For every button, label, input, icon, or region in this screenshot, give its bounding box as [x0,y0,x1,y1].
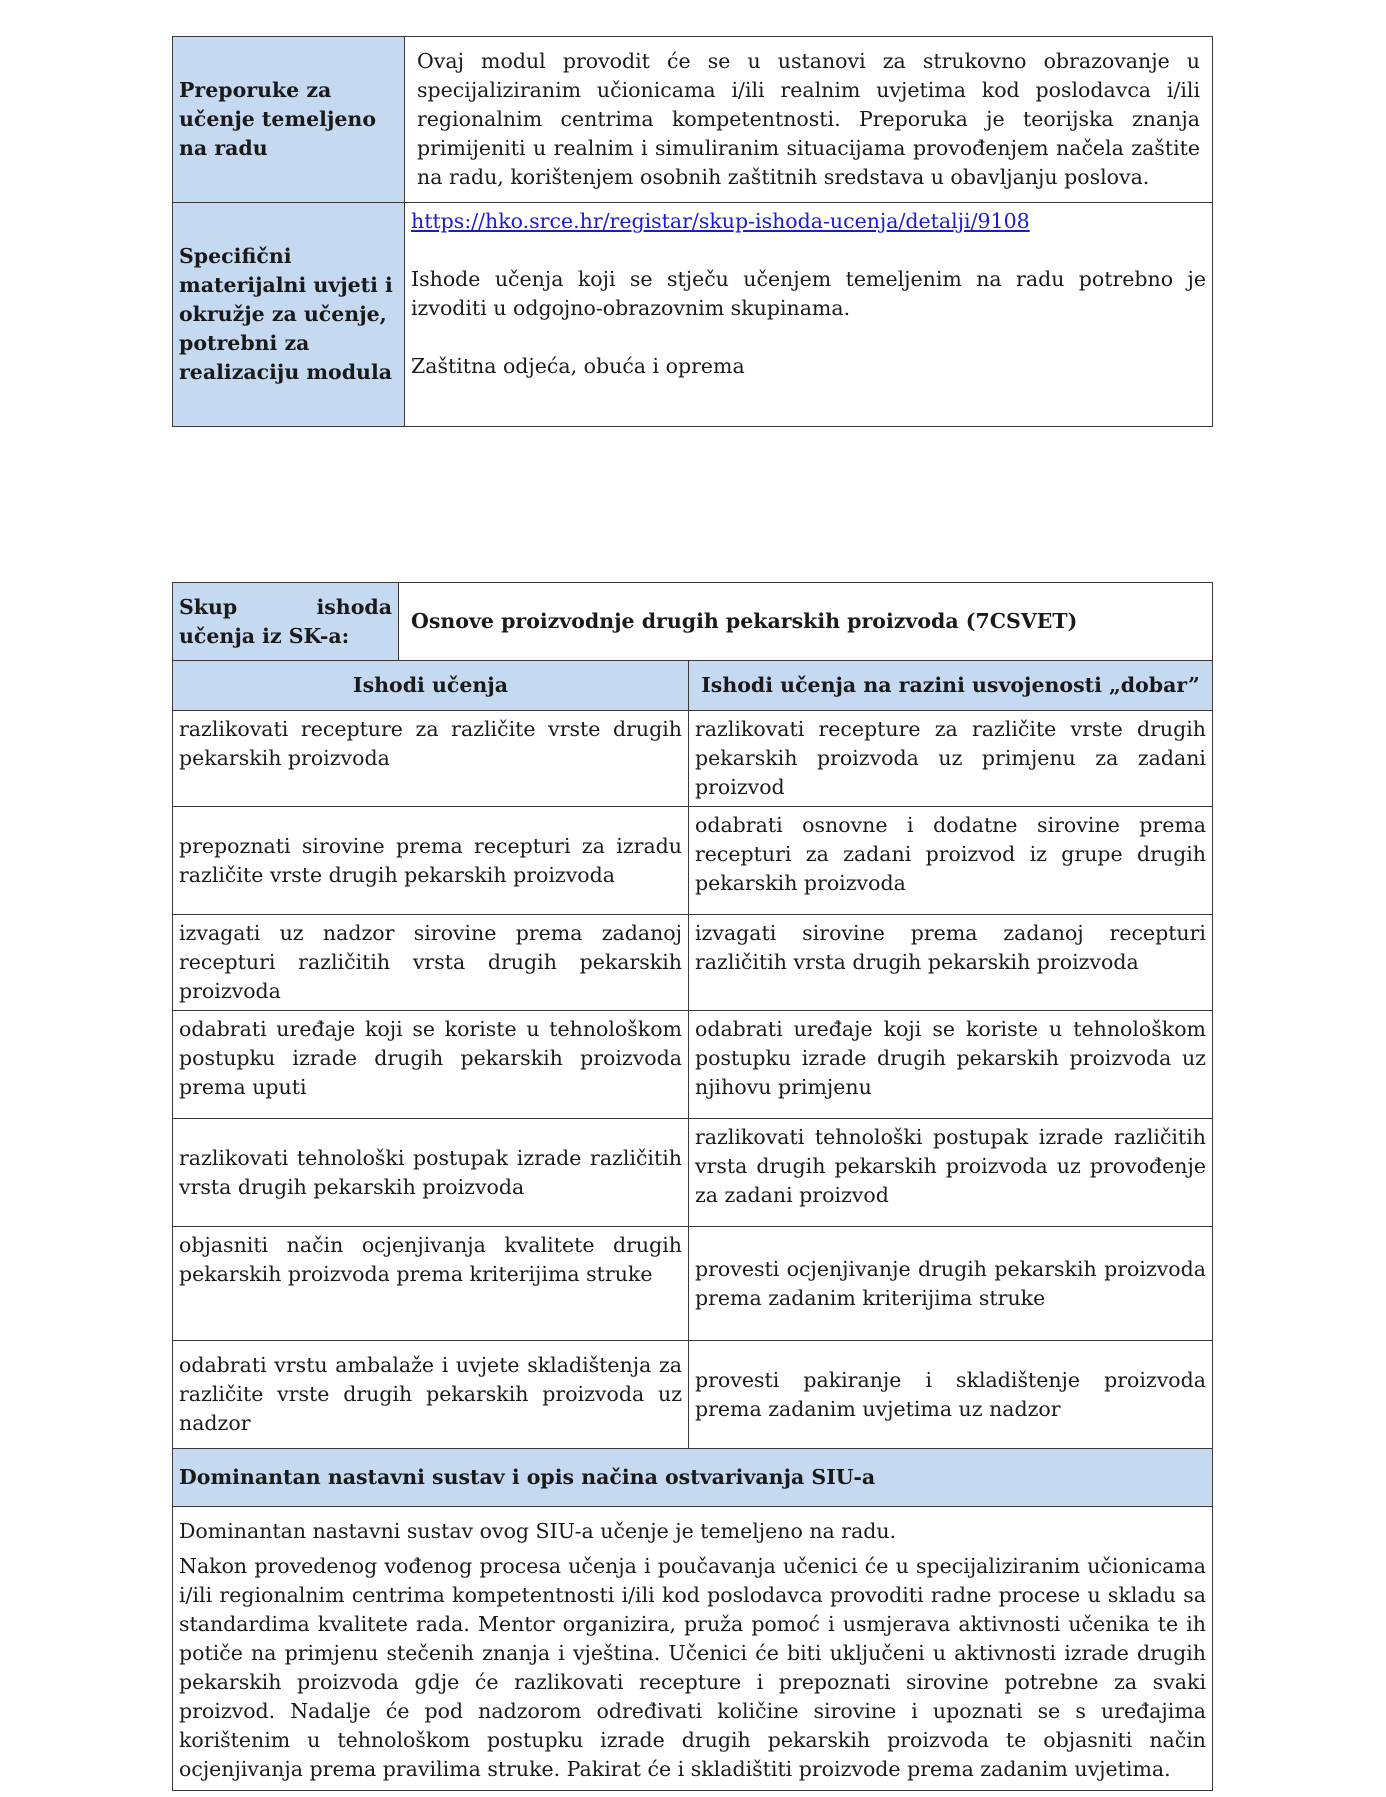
outcome-cell: izvagati uz nadzor sirovine prema zadanoj recepturi različitih vrsta drugih pekarskih proizvoda [173,915,689,1011]
material-conditions-label: Specifični materijalni uvjeti i okružje za učenje, potrebni za realizaciju modula [173,203,405,427]
recommendations-text: Ovaj modul provodit će se u ustanovi za strukovno obrazovanje u specijaliziranim učionicama i/ili realnim uvjetima kod poslodavca i/ili regionalnim centrima kompetentnosti. Preporuka je teorijska znanja primijeniti u realnim i simuliranim situacijama provođenjem načela zaštite na radu, korištenjem osobnih zaštitnih sredstava u obavljanju poslova. [405,37,1213,203]
outcome-good-cell: provesti pakiranje i skladištenje proizvoda prema zadanim uvjetima uz nadzor [689,1341,1213,1449]
table-row [173,1119,1213,1227]
description-cell [173,1507,1213,1791]
outcome-good-cell: odabrati uređaje koji se koriste u tehnološkom postupku izrade drugih pekarskih proizvoda uz njihovu primjenu [689,1011,1213,1119]
table-row [173,1341,1213,1449]
description-row [173,1507,1213,1791]
outcome-cell: odabrati vrstu ambalaže i uvjete skladištenja za različite vrste drugih pekarskih proizvoda uz nadzor [173,1341,689,1449]
outcome-cell: razlikovati recepture za različite vrste drugih pekarskih proizvoda [173,711,689,807]
outcome-good-cell: odabrati osnovne i dodatne sirovine prema recepturi za zadani proizvod iz grupe drugih pekarskih proizvoda [689,807,1213,915]
outcome-cell: razlikovati tehnološki postupak izrade različitih vrsta drugih pekarskih proizvoda [173,1119,689,1227]
table-row [173,807,1213,915]
sk-header-row [173,583,1213,661]
column-header-row [173,661,1213,711]
table-row [173,711,1213,807]
outcome-good-cell: razlikovati tehnološki postupak izrade različitih vrsta drugih pekarskih proizvoda uz provođenje za zadani proizvod [689,1119,1213,1227]
outcome-good-cell: razlikovati recepture za različite vrste drugih pekarskih proizvoda uz primjenu za zadani proizvod [689,711,1213,807]
material-conditions-text2: Zaštitna odjeća, obuća i oprema [411,354,745,378]
sk-title: Osnove proizvodnje drugih pekarskih proizvoda (7CSVET) [399,583,1213,661]
hko-link[interactable]: https://hko.srce.hr/registar/skup-ishoda-ucenja/detalji/9108 [411,209,1030,233]
module-info-table [172,36,1213,427]
material-conditions-cell [405,203,1213,427]
outcome-good-cell: provesti ocjenjivanje drugih pekarskih proizvoda prema zadanim kriterijima struke [689,1227,1213,1341]
learning-outcomes-table [172,582,1213,1791]
table-row [173,915,1213,1011]
material-conditions-text1: Ishode učenja koji se stječu učenjem temeljenim na radu potrebno je izvoditi u odgojno-obrazovnim skupinama. [411,267,1206,320]
outcome-cell: objasniti način ocjenjivanja kvalitete drugih pekarskih proizvoda prema kriterijima struke [173,1227,689,1341]
column-header-outcomes: Ishodi učenja [173,661,689,711]
description-para1: Dominantan nastavni sustav ovog SIU-a učenje je temeljeno na radu. [179,1519,897,1543]
recommendations-row [173,37,1213,203]
section-title: Dominantan nastavni sustav i opis načina ostvarivanja SIU-a [173,1449,1213,1507]
description-para2: Nakon provedenog vođenog procesa učenja i poučavanja učenici će u specijaliziranim učionicama i/ili regionalnim centrima kompetentnosti i/ili kod poslodavca provoditi radne procese u skladu sa standardima kvalitete rada. Mentor organizira, pruža pomoć i usmjerava aktivnosti učenika te ih potiče na primjenu stečenih znanja i vještina. Učenici će biti uključeni u aktivnosti izrade drugih pekarskih proizvoda gdje će razlikovati recepture i prepoznati sirovine potrebne za svaki proizvod. Nadalje će pod nadzorom određivati količine sirovine i upoznati se s uređajima korištenim u tehnološkom postupku izrade drugih pekarskih proizvoda te objasniti način ocjenjivanja prema pravilima struke. Pakirat će i skladištiti proizvode prema zadanim uvjetima. [179,1554,1206,1781]
table-row [173,1227,1213,1341]
outcome-good-cell: izvagati sirovine prema zadanoj recepturi različitih vrsta drugih pekarskih proizvoda [689,915,1213,1011]
sk-label: Skup ishoda učenja iz SK-a: [173,583,399,661]
recommendations-label: Preporuke za učenje temeljeno na radu [173,37,405,203]
section-title-row [173,1449,1213,1507]
material-conditions-row [173,203,1213,427]
outcome-cell: prepoznati sirovine prema recepturi za izradu različite vrste drugih pekarskih proizvoda [173,807,689,915]
column-header-good-level: Ishodi učenja na razini usvojenosti „dobar” [689,661,1213,711]
table-row [173,1011,1213,1119]
outcome-cell: odabrati uređaje koji se koriste u tehnološkom postupku izrade drugih pekarskih proizvoda prema uputi [173,1011,689,1119]
